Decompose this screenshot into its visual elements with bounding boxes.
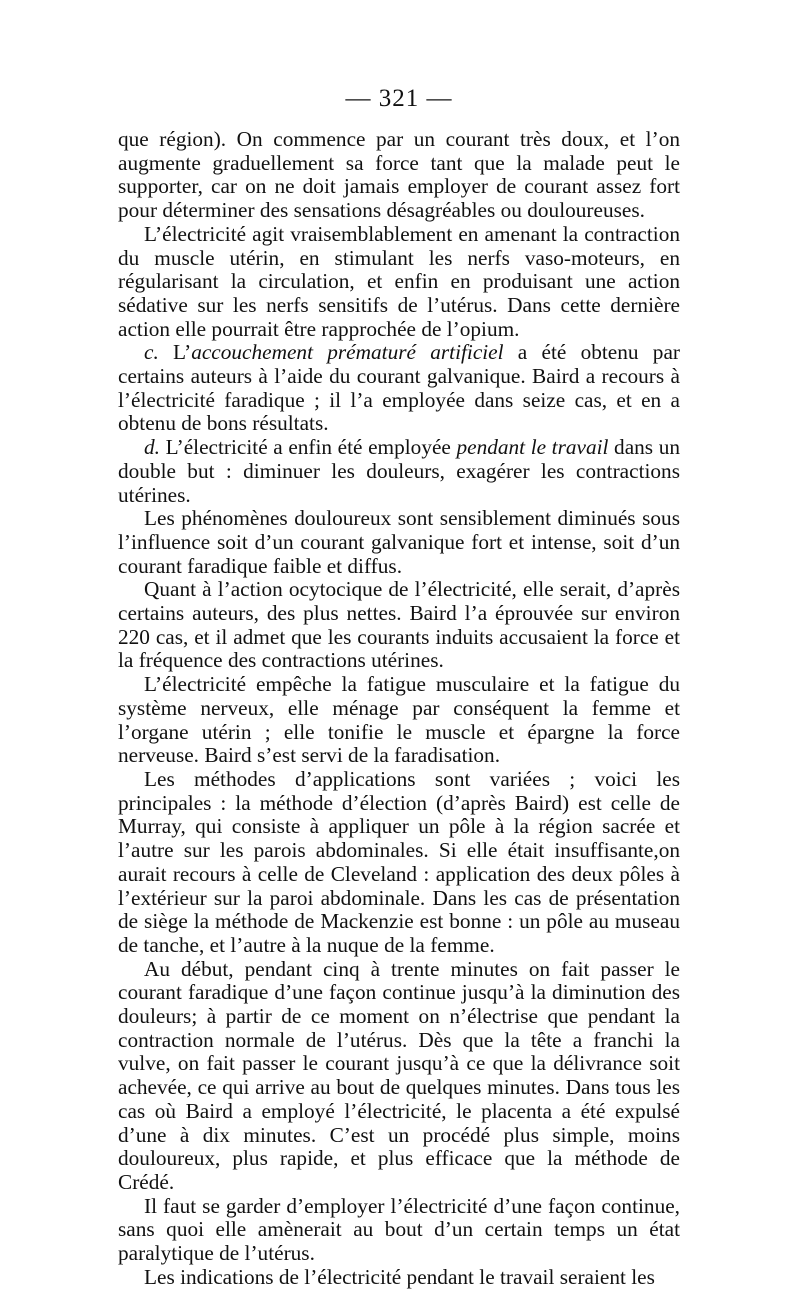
paragraph (118, 673, 680, 768)
text-run: dans un double but : diminuer les douleurs, exagérer les contractions utérines. (118, 435, 680, 507)
text-run: Les méthodes d’applications sont variées ; voici les principales : la méthode d’élection (d’après Baird) est celle de Murray, qui consiste à appliquer un pôle à la région sacrée et l’autre sur les parois abdominales. Si elle était insuffisante,on aurait recours à celle de Cleveland : application des deux pôles à l’extérieur sur la paroi abdominale. Dans les cas de présentation de siège la méthode de Mackenzie est bonne : un pôle au museau de tanche, et l’autre à la nuque de la femme. (118, 766, 680, 957)
text-run: Quant à l’action ocytocique de l’électricité, elle serait, d’après certains auteurs, des plus nettes. Baird l’a éprouvée sur environ 220 cas, et il admet que les courants induits accusaient la force et la fréquence des contractions utérines. (118, 577, 680, 673)
text-run: Les phénomènes douloureux sont sensiblement diminués sous l’influence soit d’un courant galvanique fort et intense, soit d’un courant faradique faible et diffus. (118, 506, 680, 578)
italic-text-run: pendant le travail (456, 435, 609, 460)
paragraph (118, 341, 680, 436)
text-run: L’électricité a enfin été employée (159, 435, 457, 460)
italic-text-run: c. (144, 340, 174, 365)
paragraph (118, 1195, 680, 1266)
text-run: Au début, pendant cinq à trente minutes on fait passer le courant faradique d’une façon continue jusqu’à la diminution des douleurs; à partir de ce moment on n’électrise que pendant la contraction normale de l’utérus. Dès que la tête a franchi la vulve, on fait passer le courant jusqu’à ce que la délivrance soit achevée, ce qui arrive au bout de quelques minutes. Dans tous les cas où Baird a employé l’électricité, le placenta a été expulsé d’une à dix minutes. C’est un procédé plus simple, moins douloureux, plus rapide, et plus efficace que la méthode de Crédé. (118, 956, 680, 1194)
paragraph (118, 223, 680, 342)
paragraph (118, 578, 680, 673)
paragraph (118, 958, 680, 1195)
text-run: L’électricité empêche la fatigue musculaire et la fatigue du système nerveux, elle ménage par conséquent la femme et l’organe utérin ; elle tonifie le muscle et épargne la force nerveuse. Baird s’est servi de la faradisation. (118, 672, 680, 768)
text-run: a été obtenu par certains auteurs à l’aide du courant galvanique. Baird a recours à l’électricité faradique ; il l’a employée dans seize cas, et en a obtenu de bons résultats. (118, 340, 680, 436)
paragraph (118, 436, 680, 507)
text-run: que région). On commence par un courant très doux, et l’on augmente graduellement sa force tant que la malade peut le supporter, car on ne doit jamais employer de courant assez fort pour déterminer des sensations désagréables ou douloureuses. (118, 127, 680, 223)
paragraph (118, 1266, 680, 1289)
italic-text-run: d. (144, 435, 160, 460)
page-number: — 321 — (345, 85, 453, 112)
italic-text-run: accouchement prématuré artificiel (191, 340, 504, 365)
paragraph (118, 768, 680, 958)
paragraph (118, 507, 680, 578)
paragraph (118, 128, 680, 223)
text-run: L’électricité agit vraisemblablement en amenant la contraction du muscle utérin, en stimulant les nerfs vaso-moteurs, en régularisant la circulation, et enfin en produisant une action sédative sur les nerfs sensitifs de l’utérus. Dans cette dernière action elle pourrait être rapprochée de l’opium. (118, 221, 680, 341)
text-run: Il faut se garder d’employer l’électricité d’une façon continue, sans quoi elle amènerait au bout d’un certain temps un état paralytique de l’utérus. (118, 1193, 680, 1266)
body-text (118, 128, 680, 1289)
text-run: L’ (173, 340, 192, 365)
text-run: Les indications de l’électricité pendant le travail seraient les (144, 1264, 655, 1289)
book-page (118, 84, 680, 1289)
